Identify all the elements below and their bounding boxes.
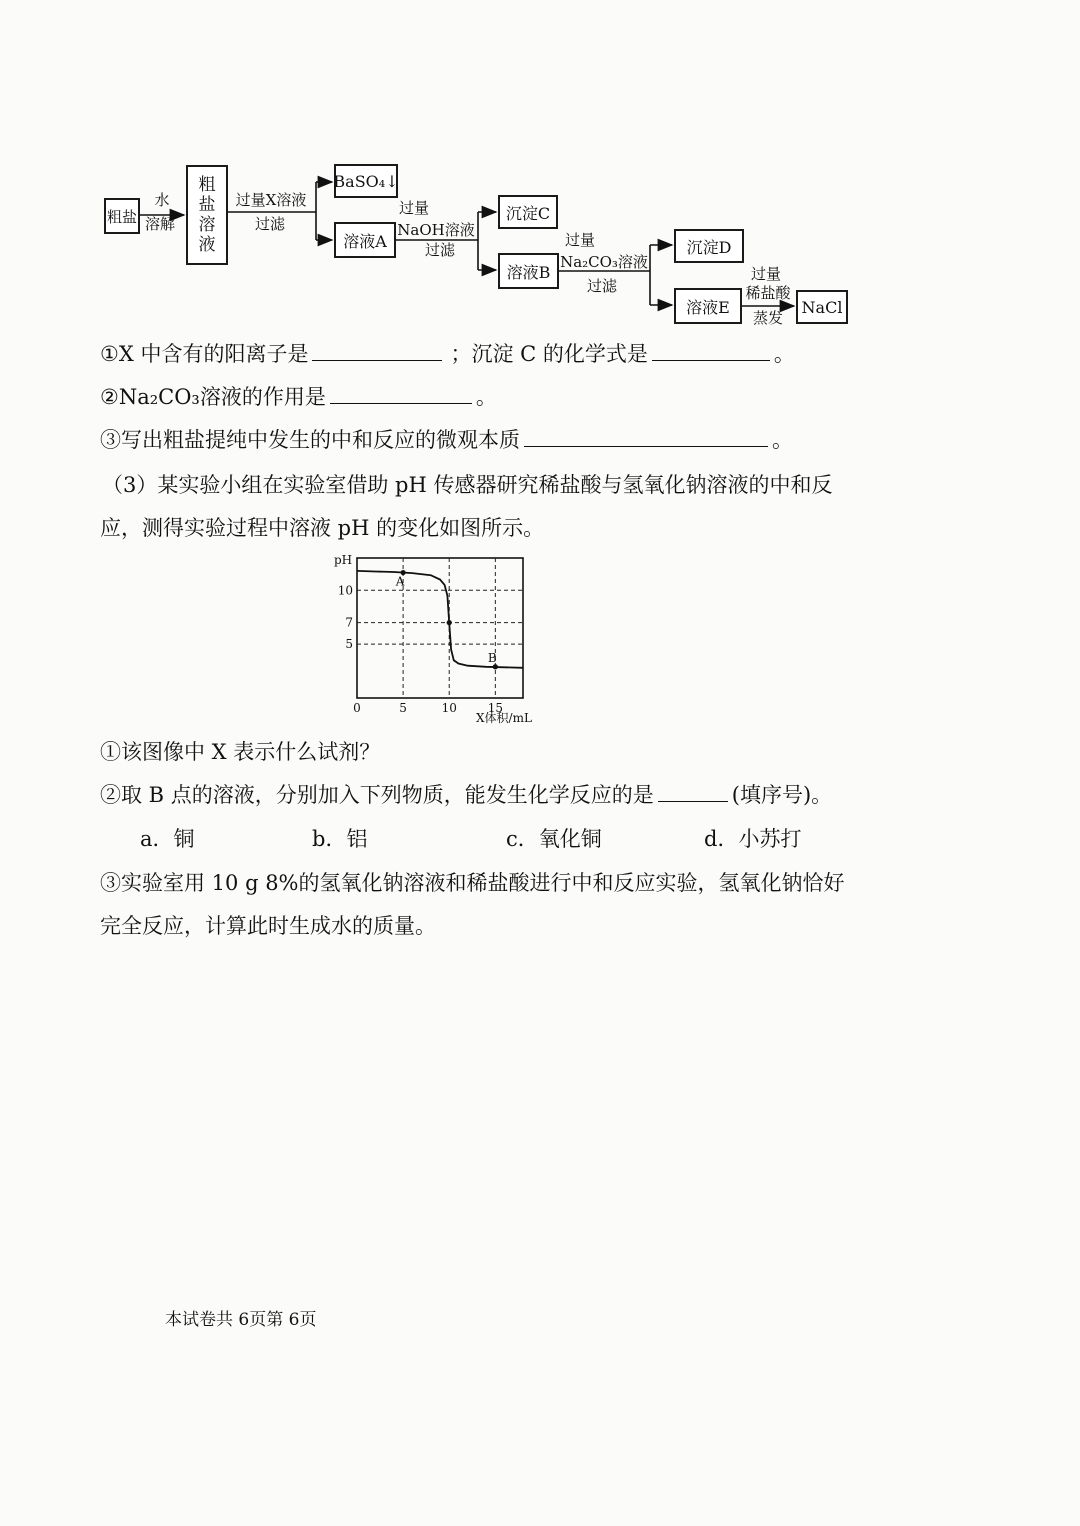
data-point bbox=[493, 664, 498, 669]
q1-text-b: ；沉淀 C 的化学式是 bbox=[450, 342, 648, 366]
crude-salt-solution-char: 液 bbox=[198, 235, 216, 255]
solution-a-box: 溶液A bbox=[334, 222, 396, 258]
solution-e-box: 溶液E bbox=[674, 288, 742, 324]
x-tick-label: 15 bbox=[487, 701, 503, 715]
excess-label-1: 过量 bbox=[398, 199, 429, 217]
crude-salt-solution-char: 粗 bbox=[198, 175, 216, 195]
point-label-b: B bbox=[487, 650, 497, 665]
answer-blank[interactable] bbox=[312, 340, 442, 361]
q3-end: 。 bbox=[772, 428, 793, 452]
s2-text: ②取 B 点的溶液，分别加入下列物质，能发生化学反应的是 bbox=[100, 783, 654, 807]
x-tick-label: 10 bbox=[441, 701, 457, 715]
precipitate-d-box: 沉淀D bbox=[674, 229, 744, 263]
part-3-intro-line-1: （3）某实验小组在实验室借助 pH 传感器研究稀盐酸与氢氧化钠溶液的中和反 bbox=[102, 473, 833, 497]
filter-label-2: 过滤 bbox=[424, 241, 455, 259]
x-axis-label: X体积/mL bbox=[476, 711, 532, 725]
answer-blank[interactable] bbox=[524, 426, 768, 447]
point-label-a: A bbox=[395, 574, 405, 589]
option-a: a．铜 bbox=[140, 827, 195, 851]
na2co3-label: Na₂CO₃溶液 bbox=[560, 253, 648, 271]
q3-text: ③写出粗盐提纯中发生的中和反应的微观本质 bbox=[100, 428, 520, 452]
answer-blank[interactable] bbox=[658, 781, 728, 802]
answer-blank[interactable] bbox=[652, 340, 770, 361]
sub-question-3-line-1: ③实验室用 10 g 8%的氢氧化钠溶液和稀盐酸进行中和反应实验，氢氧化钠恰好 bbox=[100, 871, 845, 895]
x-tick-label: 5 bbox=[399, 701, 407, 715]
sub-question-1: ①该图像中 X 表示什么试剂？ bbox=[100, 740, 381, 764]
q1-text-a: ①X 中含有的阳离子是 bbox=[100, 342, 309, 366]
nacl-box: NaCl bbox=[796, 290, 848, 324]
sub-question-2 bbox=[100, 780, 832, 810]
q2-text: ②Na₂CO₃溶液的作用是 bbox=[100, 385, 326, 409]
question-1 bbox=[100, 339, 795, 369]
part-3-intro-line-2: 应，测得实验过程中溶液 pH 的变化如图所示。 bbox=[100, 516, 545, 540]
x-tick-label: 0 bbox=[353, 701, 361, 715]
question-2 bbox=[100, 382, 497, 412]
dissolve-water-label: 水 bbox=[154, 191, 170, 209]
question-3 bbox=[100, 425, 793, 455]
data-point bbox=[447, 620, 452, 625]
excess-label-3: 过量 bbox=[750, 265, 781, 283]
solution-b-box: 溶液B bbox=[498, 253, 559, 289]
baso4-box: BaSO₄↓ bbox=[334, 164, 398, 198]
ph-curve bbox=[357, 571, 523, 668]
crude-salt-box: 粗盐 bbox=[104, 198, 140, 234]
y-tick-label: 7 bbox=[345, 615, 353, 630]
crude-salt-solution-char: 溶 bbox=[198, 215, 216, 235]
y-axis-label: pH bbox=[334, 553, 353, 567]
filter-label-1: 过滤 bbox=[254, 215, 285, 233]
flow-arrows bbox=[0, 0, 1080, 340]
crude-salt-solution-box bbox=[186, 165, 228, 265]
excess-label-2: 过量 bbox=[564, 231, 595, 249]
evaporate-label: 蒸发 bbox=[752, 309, 783, 327]
q1-end: 。 bbox=[773, 342, 795, 366]
excess-x-label: 过量X溶液 bbox=[235, 191, 307, 209]
y-tick-label: 10 bbox=[337, 583, 353, 598]
naoh-label: NaOH溶液 bbox=[397, 221, 475, 239]
filter-label-3: 过滤 bbox=[586, 277, 617, 295]
option-d: d．小苏打 bbox=[704, 827, 802, 851]
option-c: c．氧化铜 bbox=[506, 827, 602, 851]
option-b: b．铝 bbox=[312, 827, 368, 851]
ph-chart bbox=[320, 546, 560, 732]
page-footer: 本试卷共 6页第 6页 bbox=[165, 1310, 317, 1330]
precipitate-c-box: 沉淀C bbox=[498, 195, 558, 229]
crude-salt-solution-char: 盐 bbox=[198, 195, 216, 215]
s2-end: (填序号)。 bbox=[731, 783, 833, 807]
dilute-hcl-label: 稀盐酸 bbox=[745, 284, 791, 302]
y-tick-label: 5 bbox=[345, 637, 353, 652]
answer-blank[interactable] bbox=[330, 383, 472, 404]
dissolve-label: 溶解 bbox=[144, 215, 175, 233]
sub-question-3-line-2: 完全反应，计算此时生成水的质量。 bbox=[100, 914, 436, 938]
q2-end: 。 bbox=[475, 385, 497, 409]
